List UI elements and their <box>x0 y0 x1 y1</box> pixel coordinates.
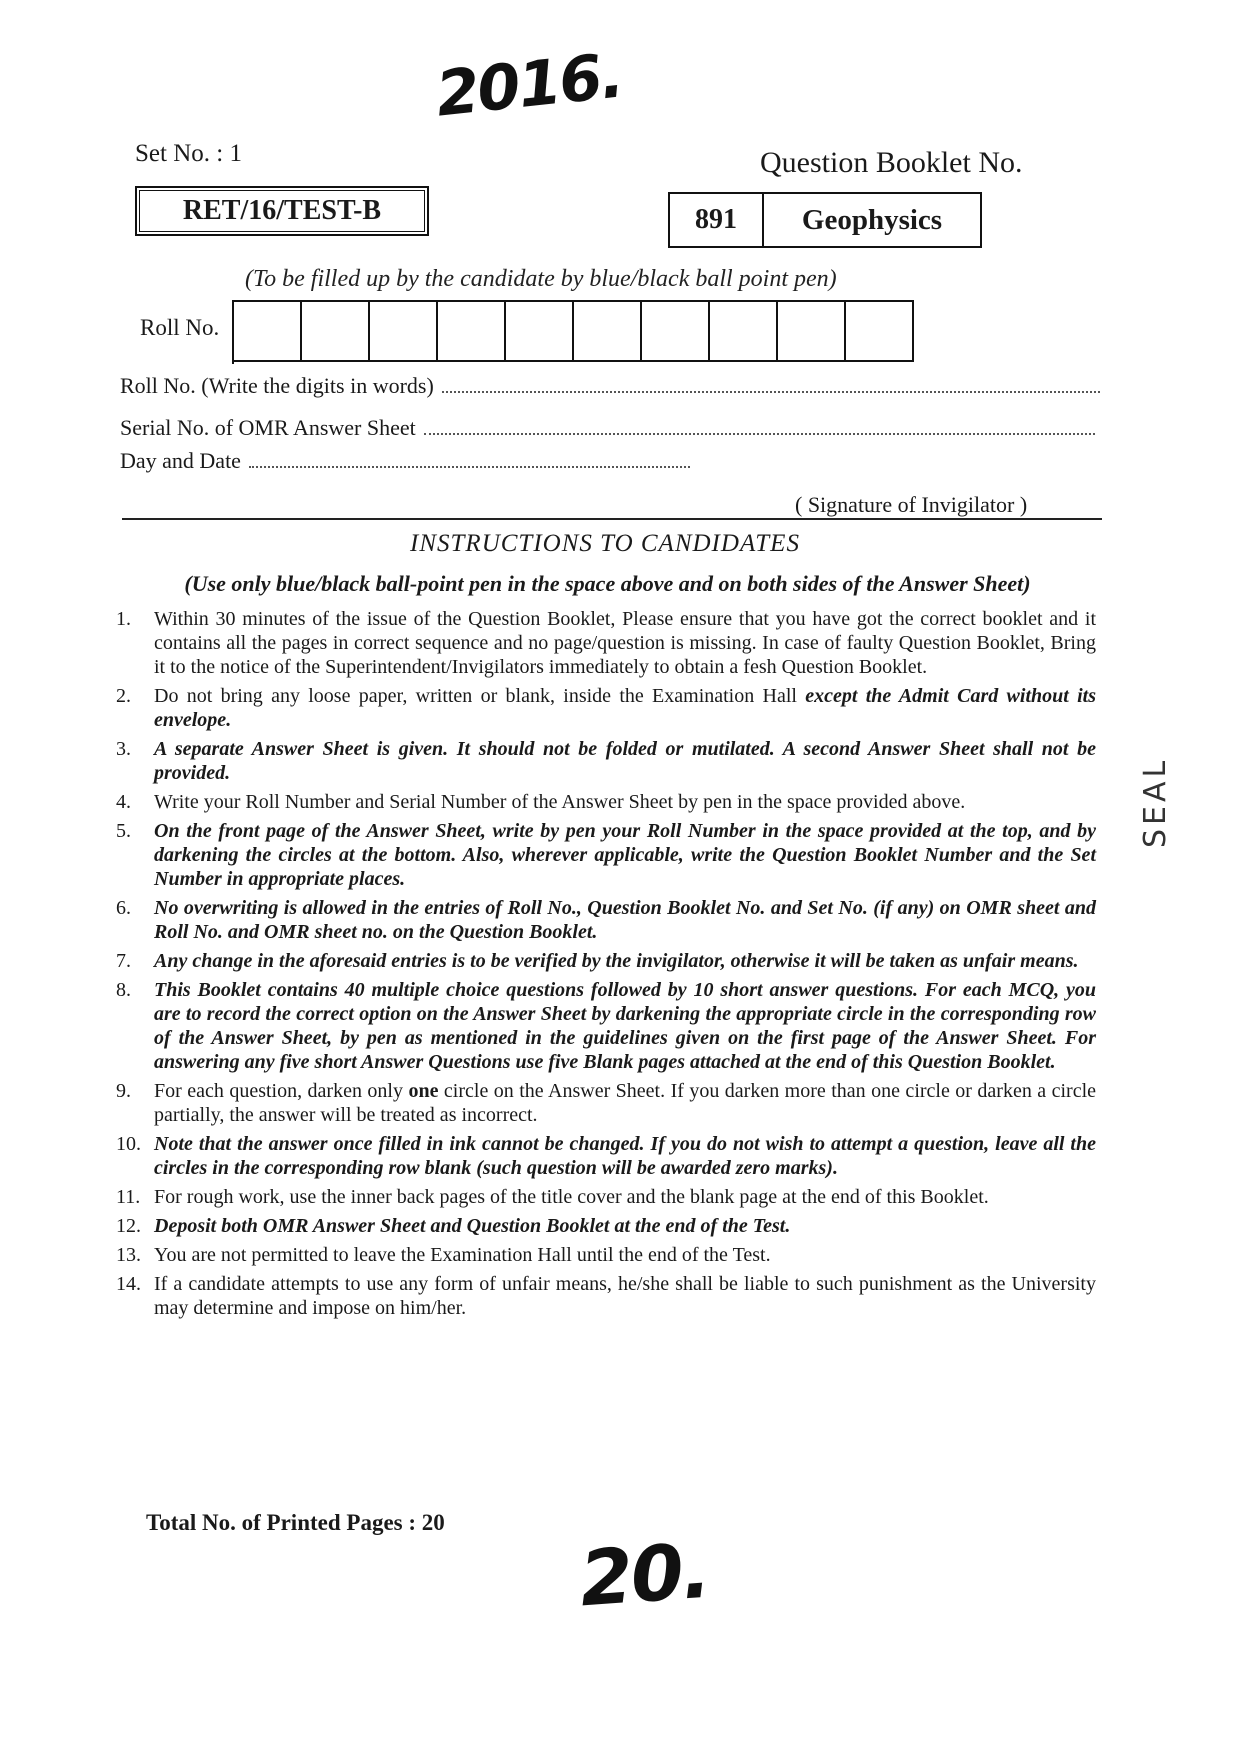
seal-mark: SEAL <box>1138 756 1173 848</box>
instruction-text: A separate Answer Sheet is given. It should not be folded or mutilated. A second Answer Sheet shall not be provided. <box>154 738 1096 784</box>
dotted-fill-line <box>424 432 1095 435</box>
instruction-text-emphasis: except the Admit Card without its envelope. <box>154 685 1096 731</box>
instruction-text: Write your Roll Number and Serial Number of the Answer Sheet by pen in the space provided above. <box>154 791 966 813</box>
instruction-number: 11. <box>116 1186 141 1208</box>
instruction-number: 2. <box>116 685 131 707</box>
roll-digit-box[interactable] <box>642 300 710 362</box>
instruction-item <box>116 607 1096 679</box>
instruction-item <box>116 1272 1096 1320</box>
roll-number-boxes[interactable] <box>232 300 914 364</box>
instruction-number: 14. <box>116 1273 141 1295</box>
dotted-fill-line <box>249 465 690 468</box>
instruction-item <box>116 819 1096 891</box>
instruction-item <box>116 896 1096 944</box>
roll-digit-box[interactable] <box>574 300 642 362</box>
instructions-title: INSTRUCTIONS TO CANDIDATES <box>410 530 800 557</box>
roll-number-words-field[interactable] <box>120 373 1100 399</box>
handwritten-year: 2016. <box>432 38 626 131</box>
instruction-number: 3. <box>116 738 131 760</box>
booklet-number: 891 <box>670 194 764 246</box>
instruction-item <box>116 1243 1096 1267</box>
instruction-number: 5. <box>116 820 131 842</box>
instruction-number: 8. <box>116 979 131 1001</box>
instruction-item <box>116 1132 1096 1180</box>
instruction-text-plain: circle on the Answer Sheet. If you darken more than one circle or darken a circle partially, the answer will be treated as incorrect. <box>154 1080 1097 1126</box>
handwritten-page-count: 20. <box>577 1525 712 1624</box>
roll-digit-box[interactable] <box>846 300 914 362</box>
instruction-text: On the front page of the Answer Sheet, write by pen your Roll Number in the space provided at the top, and by darkening the circles at the bottom. Also, wherever applicable, write the Question Booklet Number and the Set Number in appropriate places. <box>154 820 1096 890</box>
roll-digit-box[interactable] <box>438 300 506 362</box>
instruction-number: 1. <box>116 608 131 630</box>
instruction-item <box>116 1214 1096 1238</box>
instruction-text-plain: For each question, darken only <box>154 1080 403 1102</box>
instruction-text <box>154 1079 1096 1127</box>
instruction-text: Any change in the aforesaid entries is to be verified by the invigilator, otherwise it will be taken as unfair means. <box>154 950 1079 972</box>
instructions-subtitle: (Use only blue/black ball-point pen in the space above and on both sides of the Answer Sheet) <box>184 571 1031 596</box>
instruction-text: For rough work, use the inner back pages of the title cover and the blank page at the end of this Booklet. <box>154 1186 989 1208</box>
instruction-text: Within 30 minutes of the issue of the Question Booklet, Please ensure that you have got the correct booklet and it contains all the pages in correct sequence and no page/question is missing. In case of faulty Question Booklet, Bring it to the notice of the Superintendent/Invigilators immediately to obtain a fesh Question Booklet. <box>154 608 1096 678</box>
instruction-item <box>116 737 1096 785</box>
instruction-text-plain: Do not bring any loose paper, written or blank, inside the Examination Hall <box>154 685 797 707</box>
instruction-item <box>116 684 1096 732</box>
instruction-number: 13. <box>116 1244 141 1266</box>
question-booklet-label: Question Booklet No. <box>760 146 1023 179</box>
fill-instruction-note: (To be filled up by the candidate by blue/black ball point pen) <box>245 266 837 292</box>
omr-serial-label: Serial No. of OMR Answer Sheet <box>120 415 416 440</box>
roll-digit-box[interactable] <box>370 300 438 362</box>
roll-digit-box[interactable] <box>778 300 846 362</box>
instruction-list <box>116 607 1096 1325</box>
instruction-text <box>154 684 1096 732</box>
omr-serial-field[interactable] <box>120 415 1095 441</box>
roll-number-words-label: Roll No. (Write the digits in words) <box>120 373 434 398</box>
instruction-item <box>116 1185 1096 1209</box>
instruction-number: 7. <box>116 950 131 972</box>
instruction-number: 4. <box>116 791 131 813</box>
roll-number-label: Roll No. <box>140 315 220 340</box>
instruction-number: 9. <box>116 1080 131 1102</box>
instruction-text: If a candidate attempts to use any form of unfair means, he/she shall be liable to such punishment as the University may determine and impose on him/her. <box>154 1273 1096 1319</box>
question-booklet-box <box>668 192 982 248</box>
instruction-item <box>116 1079 1096 1127</box>
instruction-text: This Booklet contains 40 multiple choice questions followed by 10 short answer questions. For each MCQ, you are to record the correct option on the Answer Sheet by darkening the appropriate circle in the corresponding row of the Answer Sheet, by pen as mentioned in the guidelines given on the first page of the Answer Sheet. For answering any five short Answer Questions use five Blank pages attached at the end of this Question Booklet. <box>154 979 1096 1073</box>
section-divider <box>122 518 1102 520</box>
instruction-text: No overwriting is allowed in the entries of Roll No., Question Booklet No. and Set No. (if any) on OMR sheet and Roll No. and OMR sheet no. on the Question Booklet. <box>154 897 1096 943</box>
instruction-text: Deposit both OMR Answer Sheet and Question Booklet at the end of the Test. <box>154 1215 791 1237</box>
total-printed-pages: Total No. of Printed Pages : 20 <box>146 1510 445 1535</box>
instruction-text: You are not permitted to leave the Examination Hall until the end of the Test. <box>154 1244 771 1266</box>
instruction-number: 12. <box>116 1215 141 1237</box>
instruction-number: 10. <box>116 1133 141 1155</box>
instruction-item <box>116 790 1096 814</box>
instruction-number: 6. <box>116 897 131 919</box>
set-number: Set No. : 1 <box>135 140 242 167</box>
instruction-text: Note that the answer once filled in ink cannot be changed. If you do not wish to attempt a question, leave all the circles in the corresponding row blank (such question will be awarded zero marks). <box>154 1133 1096 1179</box>
roll-digit-box[interactable] <box>506 300 574 362</box>
test-code-box: RET/16/TEST-B <box>135 186 429 236</box>
day-date-field[interactable] <box>120 448 690 474</box>
roll-digit-box[interactable] <box>710 300 778 362</box>
instruction-text-bold: one <box>408 1080 439 1102</box>
subject-name: Geophysics <box>801 204 943 236</box>
day-date-label: Day and Date <box>120 448 241 473</box>
invigilator-signature-label: ( Signature of Invigilator ) <box>795 492 1028 517</box>
instruction-item <box>116 949 1096 973</box>
roll-digit-box[interactable] <box>302 300 370 362</box>
dotted-fill-line <box>442 390 1100 393</box>
instruction-item <box>116 978 1096 1074</box>
roll-digit-box[interactable] <box>234 300 302 362</box>
